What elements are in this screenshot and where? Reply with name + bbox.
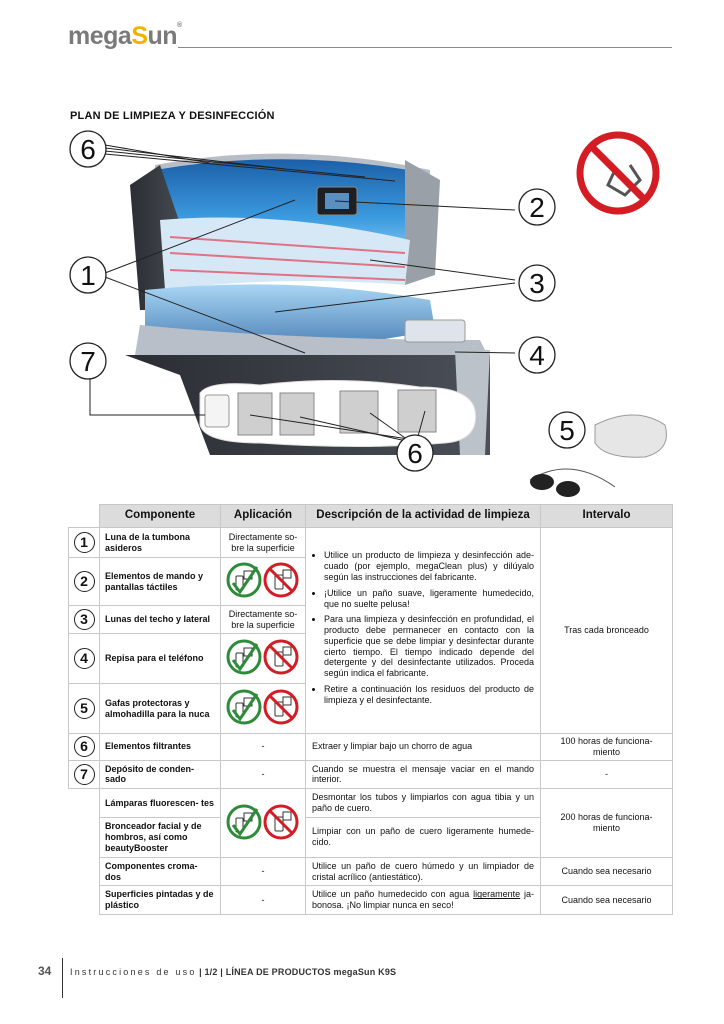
footer-manual-label: Instrucciones de uso	[70, 967, 197, 977]
row-number-cell	[69, 684, 100, 734]
row-number-cell	[69, 734, 100, 761]
description-bullet: • Para una limpieza y desinfección en profundidad, el producto debe permanecer en contacto con la superficie que se debe limpiar y desinfectar durante cierto tiempo. El tiempo indicado depende del detergente y del desinfectante utilizados. Proceda según indica el fabricante.	[324, 614, 534, 679]
application-cell	[221, 684, 306, 734]
spray-cloth-allowed-forbidden-icon	[225, 803, 301, 841]
header-rule	[178, 47, 672, 48]
callout-6-top: 6	[80, 134, 96, 165]
brand-logo	[68, 22, 182, 51]
description-text: ja- bonosa. ¡No limpiar nunca en seco!	[312, 889, 534, 911]
row-number: 3	[74, 609, 95, 630]
interval-cell: Tras cada bronceado	[541, 528, 673, 734]
application-cell	[221, 558, 306, 606]
table-header-row	[69, 505, 673, 528]
row-number-cell	[69, 760, 100, 789]
table-row	[69, 886, 673, 915]
callout-7: 7	[80, 346, 96, 377]
description-cell: Desmontar los tubos y limpiarlos con agua tibia y un paño de cuero.	[306, 789, 541, 818]
callout-5: 5	[559, 415, 575, 446]
protective-goggles	[530, 469, 615, 497]
header-blank-cell	[69, 505, 100, 528]
application-cell: -	[221, 886, 306, 915]
row-number-cell	[69, 606, 100, 634]
callout-1: 1	[80, 260, 96, 291]
logo-registered-mark: ®	[177, 22, 182, 29]
header-interval: Intervalo	[541, 505, 673, 528]
logo-text-s: S	[131, 22, 148, 50]
application-cell: -	[221, 734, 306, 761]
description-cell: Extraer y limpiar bajo un chorro de agua	[306, 734, 541, 761]
section-title: PLAN DE LIMPIEZA Y DESINFECCIÓN	[70, 110, 275, 122]
callout-4: 4	[529, 340, 545, 371]
spray-cloth-allowed-forbidden-icon	[225, 561, 301, 599]
row-number-cell-empty	[69, 817, 100, 857]
page-number: 34	[38, 964, 52, 978]
interval-cell: 200 horas de funciona- miento	[541, 789, 673, 858]
component-cell: Depósito de conden- sado	[100, 760, 221, 789]
row-number: 4	[74, 648, 95, 669]
no-hands-prohibition-icon	[580, 135, 656, 211]
table-row	[69, 734, 673, 761]
description-cell: Cuando se muestra el mensaje vaciar en el mando interior.	[306, 760, 541, 789]
row-number: 5	[74, 698, 95, 719]
description-text: Utilice un paño humedecido con agua	[312, 889, 474, 900]
row-number-cell-empty	[69, 886, 100, 915]
cleaning-plan-table	[68, 504, 673, 915]
canopy-right-frame	[405, 160, 440, 285]
component-cell: Gafas protectoras y almohadilla para la nuca	[100, 684, 221, 734]
application-cell: -	[221, 760, 306, 789]
component-cell: Bronceador facial y de hombros, así como beautyBooster	[100, 817, 221, 857]
interval-cell: Cuando sea necesario	[541, 857, 673, 886]
header-description: Descripción de la actividad de limpieza	[306, 505, 541, 528]
footer-product-line: | 1/2 | LÍNEA DE PRODUCTOS megaSun K9S	[199, 967, 397, 977]
application-cell	[221, 634, 306, 684]
component-cell: Elementos de mando y pantallas táctiles	[100, 558, 221, 606]
description-underlined: ligeramente	[473, 889, 521, 900]
interval-cell: Cuando sea necesario	[541, 886, 673, 915]
callout-3: 3	[529, 268, 545, 299]
footer-text	[70, 967, 396, 977]
header-component: Componente	[100, 505, 221, 528]
table-row	[69, 857, 673, 886]
callout-6-bottom: 6	[407, 438, 423, 469]
component-cell: Superficies pintadas y de plástico	[100, 886, 221, 915]
condensate-tank	[205, 395, 229, 427]
component-cell: Componentes croma- dos	[100, 857, 221, 886]
row-number: 1	[74, 532, 95, 553]
solarium-illustration	[60, 125, 670, 510]
logo-text-un: un	[147, 22, 178, 50]
logo-text-mega: mega	[68, 22, 132, 50]
description-bullet: • ¡Utilice un paño suave, ligeramente humedecido, que no suelte pelusa!	[324, 588, 534, 610]
component-cell: Lunas del techo y lateral	[100, 606, 221, 634]
header-application: Aplicación	[221, 505, 306, 528]
application-cell: Directamente so- bre la superficie	[221, 606, 306, 634]
table-row	[69, 760, 673, 789]
interval-cell: -	[541, 760, 673, 789]
application-cell: -	[221, 857, 306, 886]
description-bullet: • Retire a continuación los residuos del producto de limpieza y el desinfectante.	[324, 684, 534, 706]
component-cell: Lámparas fluorescen- tes	[100, 789, 221, 818]
row-number: 2	[74, 571, 95, 592]
description-bullet: • Utilice un producto de limpieza y desinfección ade- cuado (por ejemplo, megaClean plus) y dilúyalo según las instrucciones del fabricante.	[324, 550, 534, 582]
row-number-cell	[69, 528, 100, 558]
row-number-cell	[69, 634, 100, 684]
row-number: 7	[74, 764, 95, 785]
table-row	[69, 528, 673, 558]
spray-cloth-allowed-forbidden-icon	[225, 688, 301, 726]
interval-cell: 100 horas de funciona- miento	[541, 734, 673, 761]
description-cell: Utilice un paño de cuero húmedo y un limpiador de cristal acrílico (antiestático).	[306, 857, 541, 886]
application-cell	[221, 789, 306, 858]
description-cell: Limpiar con un paño de cuero ligeramente humede- cido.	[306, 817, 541, 857]
table-row	[69, 789, 673, 818]
callout-2: 2	[529, 192, 545, 223]
row-number-cell-empty	[69, 857, 100, 886]
row-number-cell	[69, 558, 100, 606]
description-cell	[306, 886, 541, 915]
neck-pillow	[595, 415, 666, 457]
row-number: 6	[74, 736, 95, 757]
footer-divider	[62, 958, 63, 998]
application-cell: Directamente so- bre la superficie	[221, 528, 306, 558]
component-cell: Repisa para el teléfono	[100, 634, 221, 684]
component-cell: Elementos filtrantes	[100, 734, 221, 761]
component-cell: Luna de la tumbona asideros	[100, 528, 221, 558]
spray-cloth-allowed-forbidden-icon	[225, 638, 301, 676]
shared-description-cell	[306, 528, 541, 734]
row-number-cell-empty	[69, 789, 100, 818]
phone-shelf	[405, 320, 465, 342]
